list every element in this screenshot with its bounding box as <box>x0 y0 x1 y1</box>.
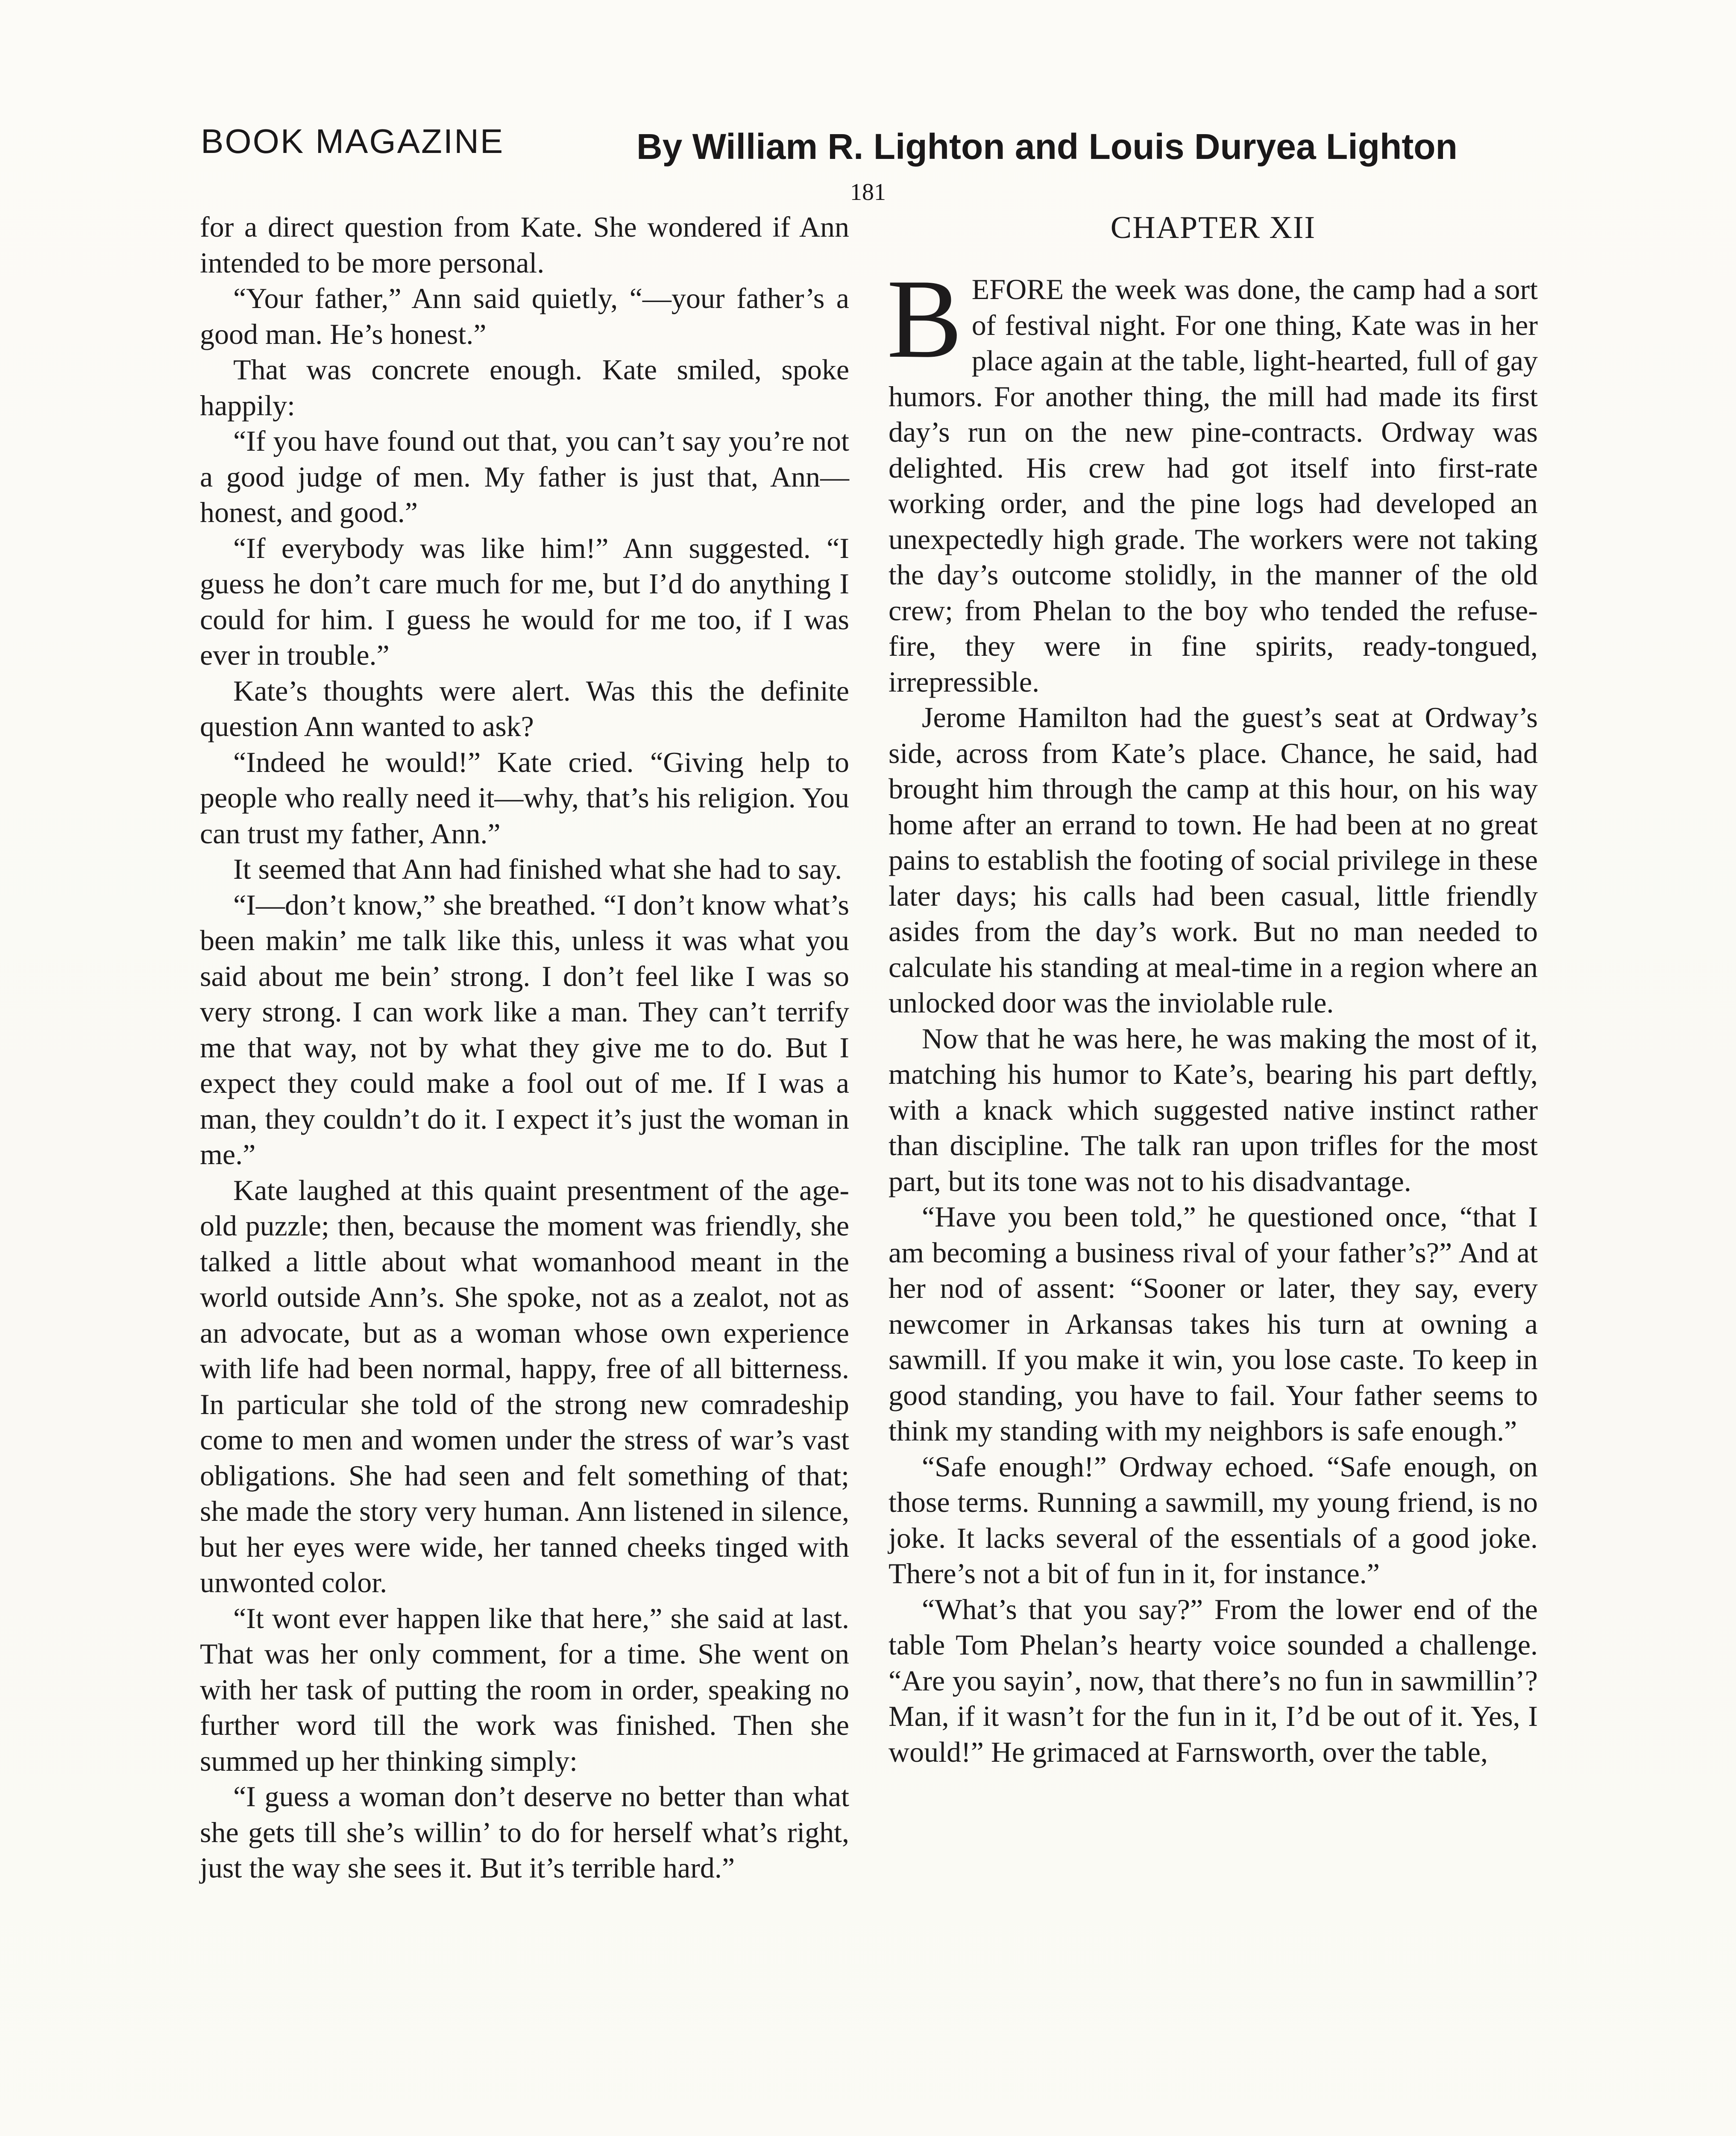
paragraph: Jerome Hamilton had the guest’s seat at Ordway’s side, across from Kate’s place. Chance, he said, had brought him through the camp at this hour, on his way home after an errand to town. He had been at no great pains to establish the footing of social privilege in these later days; his calls had been casual, little friendly asides from the day’s work. But no man needed to calculate his standing at meal-time in a region where an unlocked door was the inviolable rule. <box>889 701 1538 1019</box>
opening-text: EFORE the week was done, the camp had a sort of festival night. For one thing, Kate was in her place again at the table, light-hearted, full of gay humors. For another thing, the mill had made its first day’s run on the new pine-contracts. Ordway was delighted. His crew had got itself into first-rate working order, and the pine logs had developed an unexpectedly high grade. The workers were not taking the day’s outcome stolidly, in the manner of the old crew; from Phelan to the boy who tended the refuse-fire, they were in fine spirits, ready-tongued, irrepressible. <box>889 273 1538 698</box>
byline: By William R. Lighton and Louis Duryea Lighton <box>636 126 1457 167</box>
paragraph: Kate laughed at this quaint presentment of the age-old puzzle; then, because the moment was friendly, she talked a little about what womanhood meant in the world outside Ann’s. She spoke, not as a zealot, not as an advocate, but as a woman whose own experience with life had been normal, happy, free of all bitterness. In particular she told of the strong new comradeship come to men and women under the stress of war’s vast obligations. She had seen and felt something of that; she made the story very human. Ann listened in silence, but her eyes were wide, her tanned cheeks tinged with unwonted color. <box>200 1174 849 1599</box>
paragraph: “Have you been told,” he questioned once, “that I am becoming a business rival of your father’s?” And at her nod of assent: “Sooner or later, they say, every newcomer in Arkansas takes his turn at owning a sawmill. If you make it win, you lose caste. To keep in good standing, you have to fail. Your father seems to think my standing with my neighbors is safe enough.” <box>889 1200 1538 1447</box>
magazine-title: BOOK MAGAZINE <box>201 122 504 160</box>
page-number: 181 <box>850 179 886 205</box>
chapter-heading: CHAPTER XII <box>1110 210 1316 245</box>
paragraph: “It wont ever happen like that here,” she said at last. That was her only comment, for a time. She went on with her task of putting the room in order, speaking no further word till the work was finished. Then she summed up her thinking simply: <box>200 1602 849 1777</box>
right-column <box>889 209 1538 1770</box>
paragraph: Kate’s thoughts were alert. Was this the definite question Ann wanted to ask? <box>200 674 849 742</box>
paragraph: “I—don’t know,” she breathed. “I don’t know what’s been makin’ me talk like this, unless it was what you said about me bein’ strong. I don’t feel like I was so very strong. I can work like a man. They can’t terrify me that way, not by what they give me to do. But I expect they could make a fool out of me. If I was a man, they couldn’t do it. I expect it’s just the woman in me.” <box>200 888 849 1171</box>
opening-paragraph <box>887 256 1538 700</box>
left-column <box>200 209 849 1886</box>
paragraph: “If you have found out that, you can’t say you’re not a good judge of men. My father is just that, Ann—honest, and good.” <box>200 425 849 528</box>
paragraph: “Safe enough!” Ordway echoed. “Safe enough, on those terms. Running a sawmill, my young friend, is no joke. It lacks several of the essentials of a good joke. There’s not a bit of fun in it, for instance.” <box>889 1450 1538 1590</box>
paragraph: “Your father,” Ann said quietly, “—your father’s a good man. He’s honest.” <box>200 282 849 350</box>
paragraph: “If everybody was like him!” Ann suggested. “I guess he don’t care much for me, but I’d do anything I could for him. I guess he would for me too, if I was ever in trouble.” <box>200 531 849 671</box>
paragraph: That was concrete enough. Kate smiled, spoke happily: <box>200 353 849 422</box>
paragraph: “What’s that you say?” From the lower end of the table Tom Phelan’s hearty voice sounded a challenge. “Are you sayin’, now, that there’s no fun in sawmillin’? Man, if it wasn’t for the fun in it, I’d be out of it. Yes, I would!” He grimaced at Farnsworth, over the table, <box>889 1593 1538 1768</box>
paragraph: for a direct question from Kate. She wondered if Ann intended to be more personal. <box>200 211 849 279</box>
paragraph: “I guess a woman don’t deserve no better than what she gets till she’s willin’ to do for herself what’s right, just the way she sees it. But it’s terrible hard.” <box>200 1780 849 1884</box>
drop-cap: B <box>887 256 962 381</box>
paragraph: “Indeed he would!” Kate cried. “Giving help to people who really need it—why, that’s his religion. You can trust my father, Ann.” <box>200 745 849 850</box>
paragraph: Now that he was here, he was making the most of it, matching his humor to Kate’s, bearing his part deftly, with a knack which suggested native instinct rather than discipline. The talk ran upon trifles for the most part, but its tone was not to his disadvantage. <box>889 1022 1538 1197</box>
paragraph: It seemed that Ann had finished what she had to say. <box>233 853 842 885</box>
